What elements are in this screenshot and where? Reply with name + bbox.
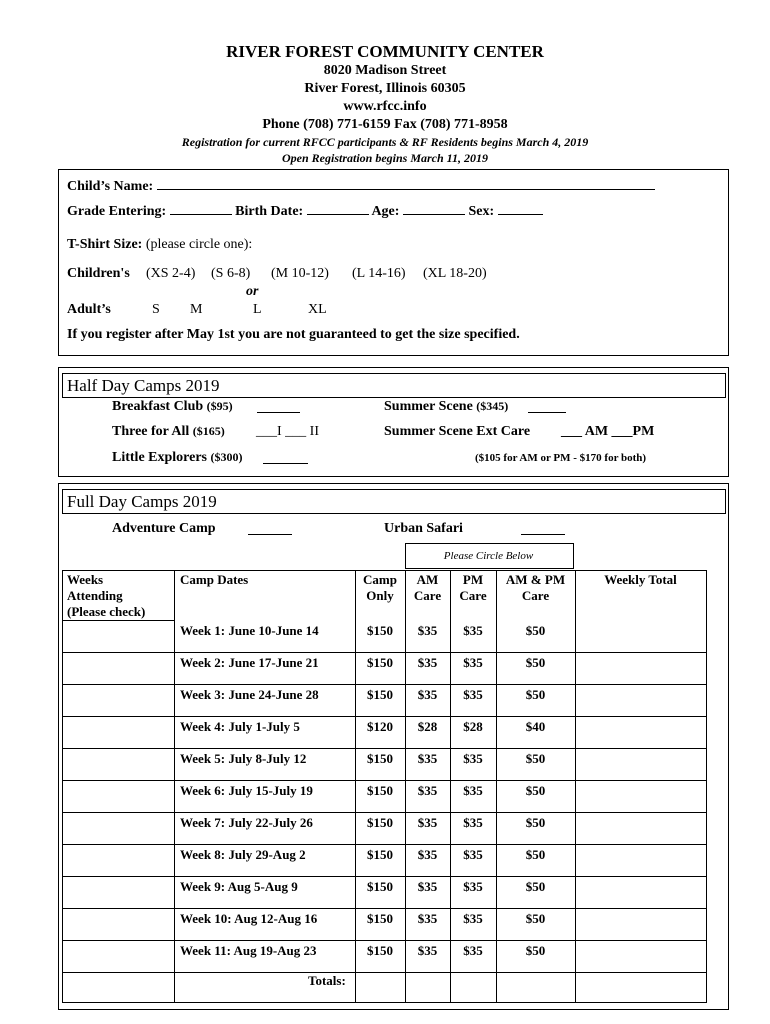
week-attending-checkbox[interactable] xyxy=(63,653,173,683)
weekly-total-field[interactable] xyxy=(576,685,705,715)
weekly-total-field[interactable] xyxy=(576,717,705,747)
week-attending-checkbox[interactable] xyxy=(63,877,173,907)
summer-scene-price: ($345) xyxy=(476,399,509,413)
size-note: If you register after May 1st you are not guaranteed to get the size specified. xyxy=(67,327,520,342)
am-pm-care-price[interactable]: $50 xyxy=(525,815,546,830)
adventure-camp-label: Adventure Camp xyxy=(112,521,216,536)
tshirt-row xyxy=(67,237,252,253)
header-am-care: AM Care xyxy=(413,572,442,603)
camp-only-price[interactable]: $150 xyxy=(367,623,393,638)
pm-care-price[interactable]: $35 xyxy=(463,815,483,830)
age-label: Age: xyxy=(371,204,400,219)
am-pm-care-price[interactable]: $50 xyxy=(525,879,546,894)
am-care-price[interactable]: $35 xyxy=(417,655,438,670)
registration-note: Registration for current RFCC participants & RF Residents begins March 4, 2019 xyxy=(181,135,589,149)
am-care-price[interactable]: $28 xyxy=(417,719,438,734)
grade-row xyxy=(67,202,543,220)
pm-care-price[interactable]: $35 xyxy=(463,847,483,862)
am-care-price[interactable]: $35 xyxy=(417,783,438,798)
camp-dates-cell: Week 4: July 1-July 5 xyxy=(180,719,300,734)
full-day-title: Full Day Camps 2019 xyxy=(67,492,217,511)
header-camp-only: Camp Only xyxy=(363,572,397,603)
three-for-all-price: ($165) xyxy=(192,424,225,438)
week-attending-checkbox[interactable] xyxy=(63,909,173,939)
table-col-line xyxy=(706,570,707,1003)
child-size-xl[interactable]: (XL 18-20) xyxy=(423,266,487,281)
summer-scene-field[interactable] xyxy=(528,400,566,413)
am-pm-care-price[interactable]: $50 xyxy=(525,655,546,670)
pm-care-price[interactable]: $28 xyxy=(463,719,483,734)
am-pm-care-price[interactable]: $50 xyxy=(525,623,546,638)
week-attending-checkbox[interactable] xyxy=(63,685,173,715)
breakfast-club-label: Breakfast Club xyxy=(112,399,204,414)
website: www.rfcc.info xyxy=(343,99,427,114)
tshirt-hint: (please circle one): xyxy=(145,237,253,252)
am-pm-care-price[interactable]: $50 xyxy=(525,911,546,926)
pm-care-price[interactable]: $35 xyxy=(463,751,483,766)
weekly-total-field[interactable] xyxy=(576,909,705,939)
camp-dates-cell: Week 5: July 8-July 12 xyxy=(180,751,307,766)
birth-date-label: Birth Date: xyxy=(235,204,304,219)
camp-dates-cell: Week 9: Aug 5-Aug 9 xyxy=(180,879,298,894)
header-weekly-total: Weekly Total xyxy=(604,572,677,587)
weekly-total-field[interactable] xyxy=(576,813,705,843)
summer-ext-options[interactable]: ___ AM ___PM xyxy=(561,424,655,439)
adults-label: Adult’s xyxy=(67,302,111,317)
childrens-label: Children's xyxy=(67,266,130,281)
header-weeks: Weeks Attending (Please check) xyxy=(67,572,146,619)
grade-field[interactable] xyxy=(170,202,232,215)
adventure-camp-field[interactable] xyxy=(248,524,292,535)
camp-only-price[interactable]: $150 xyxy=(367,847,393,862)
camp-only-price[interactable]: $120 xyxy=(367,719,393,734)
week-attending-checkbox[interactable] xyxy=(63,845,173,875)
pm-care-price[interactable]: $35 xyxy=(463,943,483,958)
camp-only-price[interactable]: $150 xyxy=(367,655,393,670)
table-col-line xyxy=(174,570,175,1003)
circle-note: Please Circle Below xyxy=(443,550,534,562)
pm-care-price[interactable]: $35 xyxy=(463,911,483,926)
three-for-all-label: Three for All xyxy=(112,424,190,439)
camp-only-price[interactable]: $150 xyxy=(367,911,393,926)
phone-fax: Phone (708) 771-6159 Fax (708) 771-8958 xyxy=(262,117,508,132)
header-am-pm-care: AM & PM Care xyxy=(505,572,566,603)
urban-safari-label: Urban Safari xyxy=(384,521,463,536)
weekly-total-field[interactable] xyxy=(576,845,705,875)
summer-scene-label: Summer Scene xyxy=(384,399,473,414)
am-care-price[interactable]: $35 xyxy=(417,943,438,958)
camp-dates-cell: Week 7: July 22-July 26 xyxy=(180,815,313,830)
org-title: RIVER FOREST COMMUNITY CENTER xyxy=(226,42,544,61)
pm-care-price[interactable]: $35 xyxy=(463,655,483,670)
camp-only-price[interactable]: $150 xyxy=(367,815,393,830)
camp-dates-cell: Week 8: July 29-Aug 2 xyxy=(180,847,306,862)
pm-care-price[interactable]: $35 xyxy=(463,623,483,638)
camp-only-price[interactable]: $150 xyxy=(367,879,393,894)
camp-only-price[interactable]: $150 xyxy=(367,687,393,702)
camp-only-price[interactable]: $150 xyxy=(367,783,393,798)
am-pm-care-price[interactable]: $40 xyxy=(525,719,546,734)
child-info-name-row xyxy=(67,177,655,195)
camp-only-price[interactable]: $150 xyxy=(367,943,393,958)
or-separator: or xyxy=(246,284,259,299)
summer-ext-label: Summer Scene Ext Care xyxy=(384,424,531,439)
am-care-price[interactable]: $35 xyxy=(417,751,438,766)
adult-size-s[interactable]: S xyxy=(152,302,160,317)
am-pm-care-price[interactable]: $50 xyxy=(525,943,546,958)
week-attending-checkbox[interactable] xyxy=(63,781,173,811)
am-care-price[interactable]: $35 xyxy=(417,847,438,862)
city-address: River Forest, Illinois 60305 xyxy=(304,81,466,96)
weekly-total-field[interactable] xyxy=(576,877,705,907)
child-name-field[interactable] xyxy=(157,177,655,190)
little-explorers-row xyxy=(112,450,243,466)
child-name-label: Child’s Name: xyxy=(67,179,154,194)
weekly-total-field[interactable] xyxy=(576,781,705,811)
camp-dates-cell: Week 1: June 10-June 14 xyxy=(180,623,319,638)
week-attending-checkbox[interactable] xyxy=(63,941,173,971)
am-care-price[interactable]: $35 xyxy=(417,687,438,702)
adult-size-m[interactable]: M xyxy=(190,302,203,317)
open-registration-note: Open Registration begins March 11, 2019 xyxy=(281,151,489,165)
weekly-total-field[interactable] xyxy=(576,621,705,651)
breakfast-club-price: ($95) xyxy=(206,399,233,413)
am-pm-care-price[interactable]: $50 xyxy=(525,751,546,766)
tshirt-label: T-Shirt Size: xyxy=(67,237,143,252)
child-size-m[interactable]: (M 10-12) xyxy=(271,266,329,281)
adult-size-xl[interactable]: XL xyxy=(308,302,327,317)
totals-label: Totals: xyxy=(308,973,346,988)
child-size-l[interactable]: (L 14-16) xyxy=(352,266,406,281)
am-care-price[interactable]: $35 xyxy=(417,911,438,926)
three-for-all-options[interactable]: ___I ___ II xyxy=(256,424,319,439)
weekly-total-field[interactable] xyxy=(576,749,705,779)
table-row-line xyxy=(62,1002,707,1003)
age-field[interactable] xyxy=(403,202,465,215)
sex-label: Sex: xyxy=(468,204,495,219)
pm-care-price[interactable]: $35 xyxy=(463,687,483,702)
summer-scene-row xyxy=(384,399,508,415)
header-camp-dates: Camp Dates xyxy=(180,572,249,587)
am-care-price[interactable]: $35 xyxy=(417,623,438,638)
table-row-line xyxy=(62,570,707,571)
weekly-total-field[interactable] xyxy=(576,653,705,683)
camp-dates-cell: Week 10: Aug 12-Aug 16 xyxy=(180,911,318,926)
breakfast-club-row xyxy=(112,399,233,415)
camp-dates-cell: Week 3: June 24-June 28 xyxy=(180,687,319,702)
am-pm-care-price[interactable]: $50 xyxy=(525,687,546,702)
little-explorers-price: ($300) xyxy=(210,450,243,464)
week-attending-checkbox[interactable] xyxy=(63,813,173,843)
weekly-total-field[interactable] xyxy=(576,941,705,971)
urban-safari-field[interactable] xyxy=(521,522,565,535)
street-address: 8020 Madison Street xyxy=(323,63,447,78)
camp-only-price[interactable]: $150 xyxy=(367,751,393,766)
little-explorers-field[interactable] xyxy=(263,451,308,464)
grade-label: Grade Entering: xyxy=(67,204,167,219)
three-for-all-row xyxy=(112,424,225,440)
child-size-s[interactable]: (S 6-8) xyxy=(211,266,251,281)
am-pm-care-price[interactable]: $50 xyxy=(525,847,546,862)
header-pm-care: PM Care xyxy=(459,572,487,603)
half-day-title: Half Day Camps 2019 xyxy=(67,376,220,395)
adult-size-l[interactable]: L xyxy=(253,302,262,317)
sex-field[interactable] xyxy=(498,202,543,215)
camp-dates-cell: Week 11: Aug 19-Aug 23 xyxy=(180,943,317,958)
ext-care-price-note: ($105 for AM or PM - $170 for both) xyxy=(475,452,647,464)
birth-date-field[interactable] xyxy=(307,202,369,215)
pm-care-price[interactable]: $35 xyxy=(463,783,483,798)
am-pm-care-price[interactable]: $50 xyxy=(525,783,546,798)
am-care-price[interactable]: $35 xyxy=(417,815,438,830)
child-size-xs[interactable]: (XS 2-4) xyxy=(146,266,196,281)
camp-dates-cell: Week 2: June 17-June 21 xyxy=(180,655,319,670)
am-care-price[interactable]: $35 xyxy=(417,879,438,894)
little-explorers-label: Little Explorers xyxy=(112,450,208,465)
week-attending-checkbox[interactable] xyxy=(63,749,173,779)
camp-dates-cell: Week 6: July 15-July 19 xyxy=(180,783,313,798)
week-attending-checkbox[interactable] xyxy=(63,717,173,747)
table-row-line xyxy=(62,972,707,973)
pm-care-price[interactable]: $35 xyxy=(463,879,483,894)
breakfast-club-field[interactable] xyxy=(257,400,300,413)
week-attending-checkbox[interactable] xyxy=(63,621,173,651)
